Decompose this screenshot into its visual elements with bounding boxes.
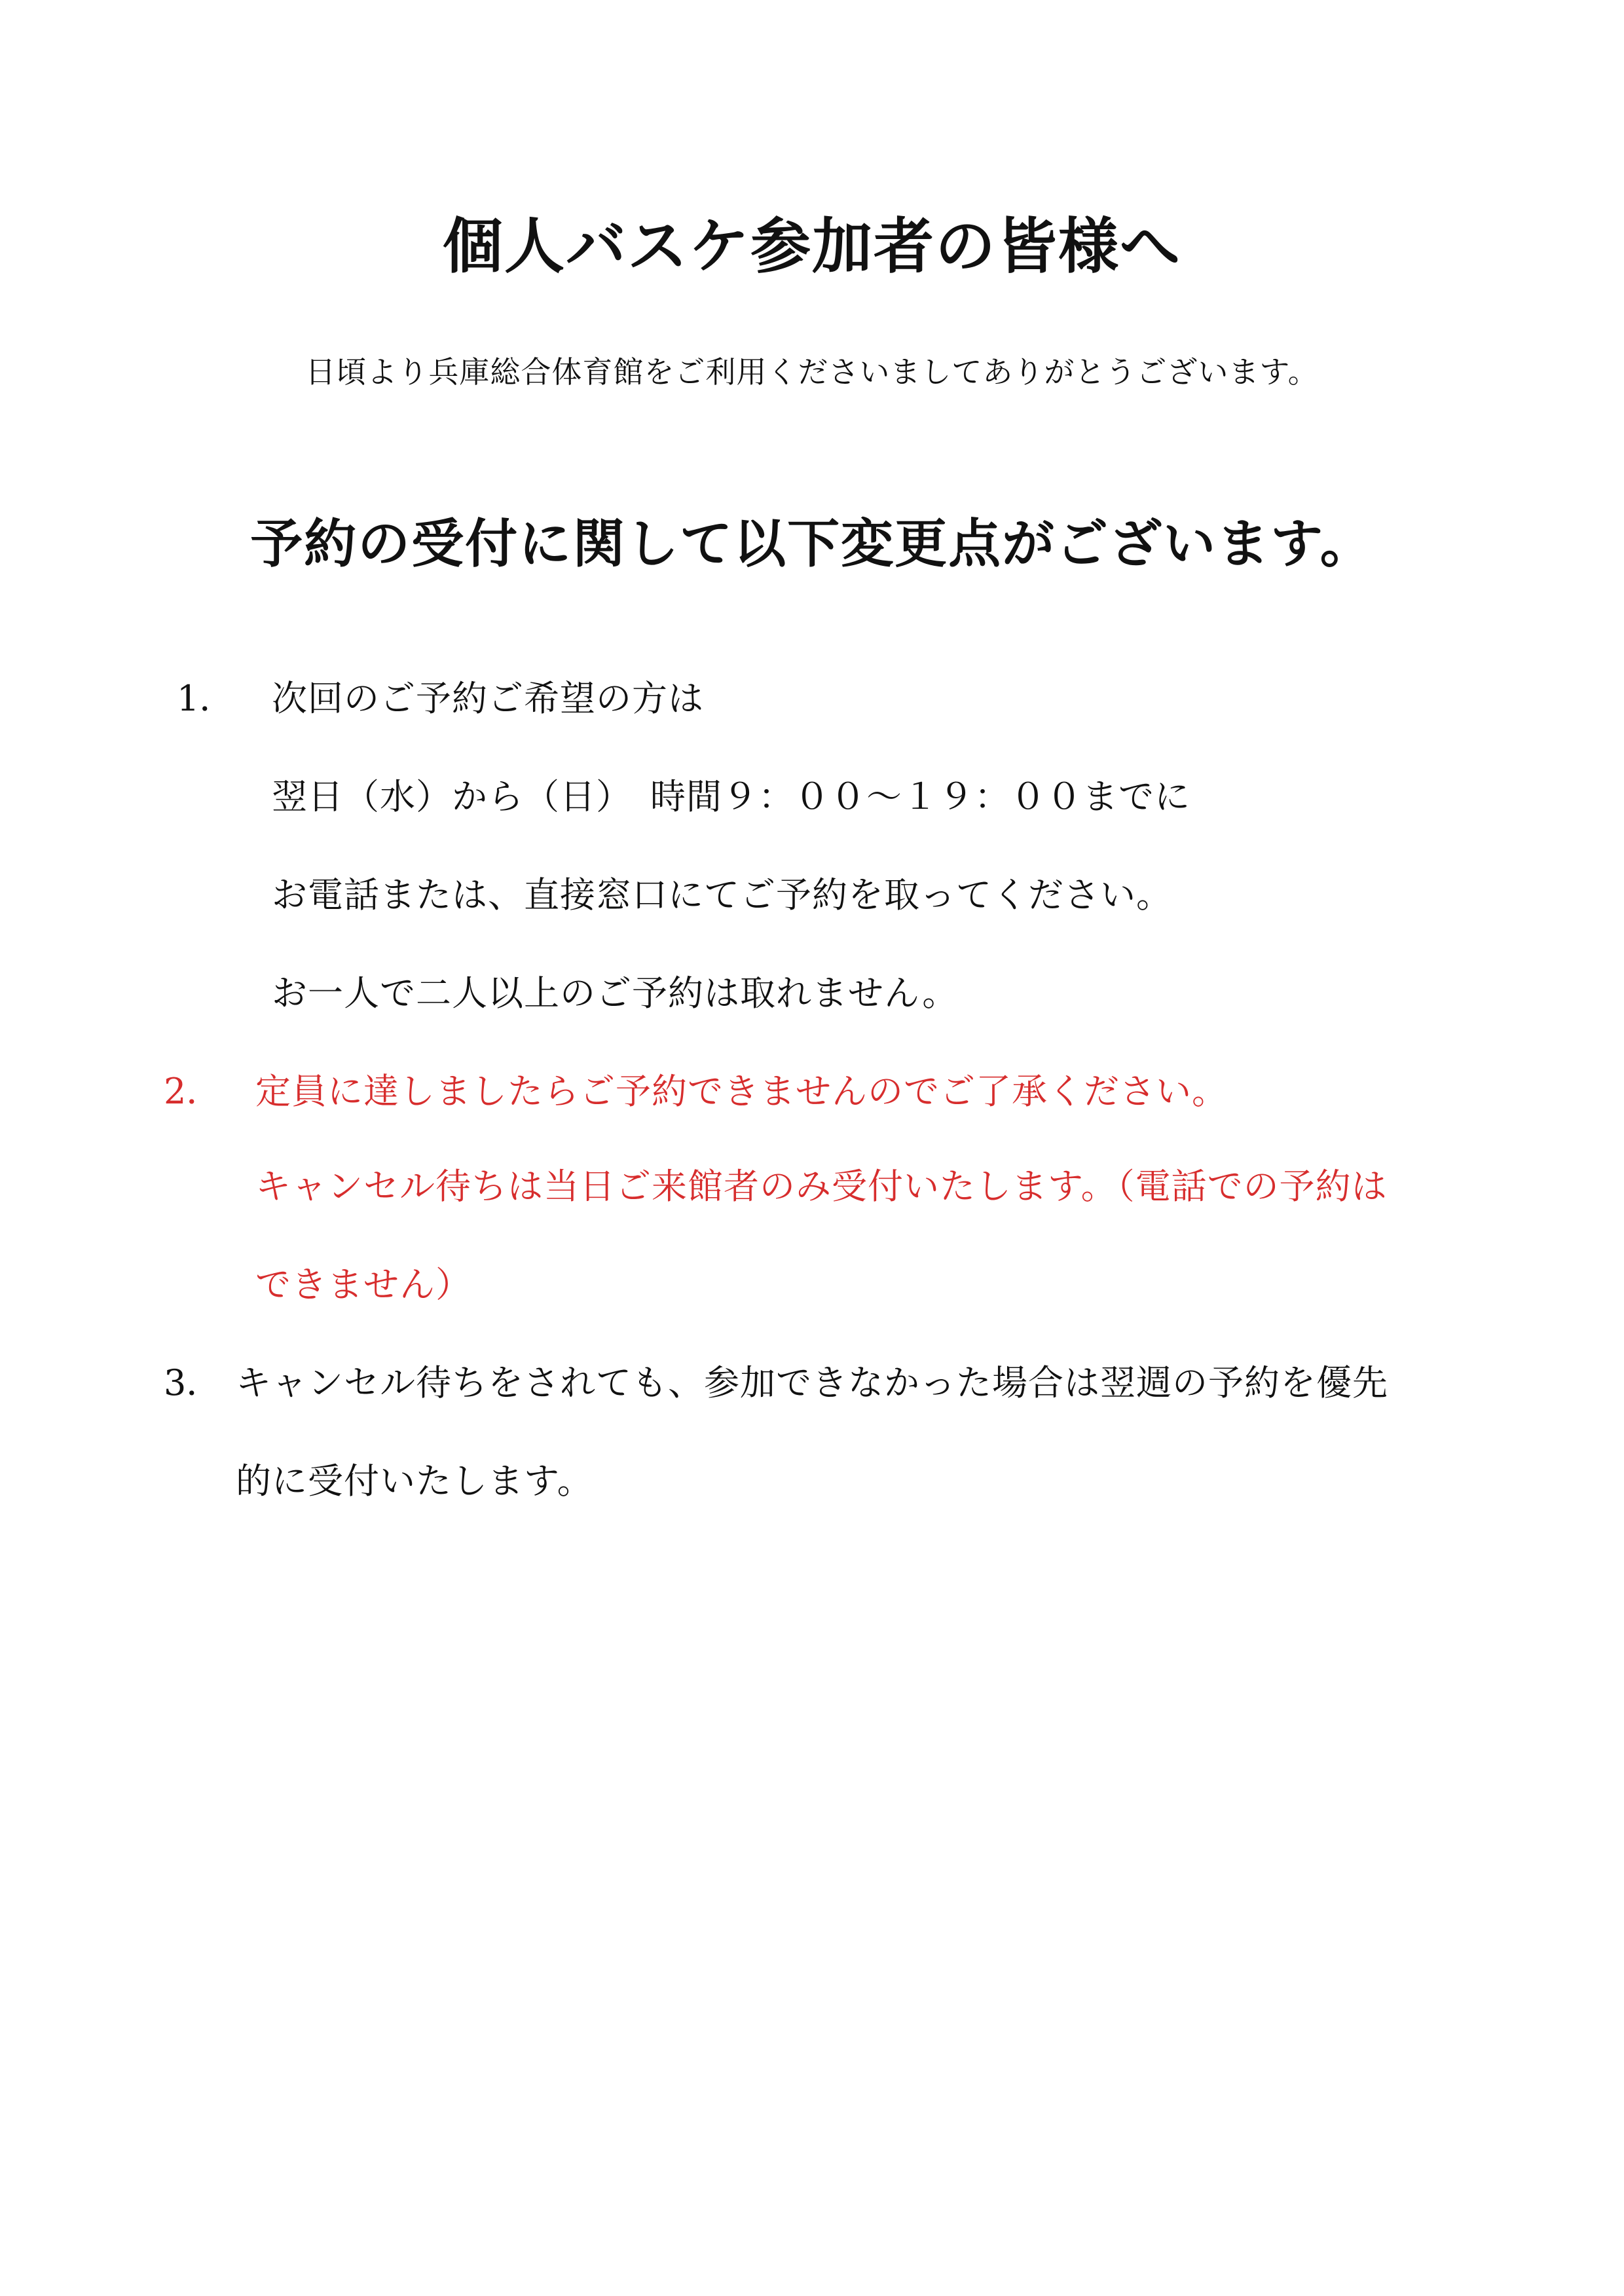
item-3-line-1: キャンセル待ちをされても、参加できなかった場合は翌週の予約を優先 — [236, 1362, 1388, 1403]
page-title: 個人バスケ参加者の皆様へ — [442, 211, 1181, 282]
item-1-line-4: お一人で二人以上のご予約は取れません。 — [272, 972, 959, 1014]
item-1-line-2: 翌日（水）から（日） 時間９：００～１９：００までに — [272, 776, 1190, 817]
item-2-number: 2． — [164, 1071, 222, 1112]
item-3-number: 3． — [164, 1362, 222, 1403]
greeting-text: 日頃より兵庫総合体育館をご利用くださいましてありがとうございます。 — [305, 354, 1319, 390]
item-2-line-3: できません） — [255, 1264, 471, 1305]
item-2-line-1: 定員に達しましたらご予約できませんのでご了承ください。 — [255, 1071, 1228, 1112]
item-1-line-1: 次回のご予約ご希望の方は — [272, 678, 704, 719]
item-2-line-2: キャンセル待ちは当日ご来館者のみ受付いたします。（電話での予約は — [255, 1166, 1388, 1207]
subheading: 予約の受付に関して以下変更点がございます。 — [250, 513, 1374, 574]
item-3-line-2: 的に受付いたします。 — [236, 1460, 593, 1502]
item-1-number: 1． — [177, 678, 235, 719]
item-1-line-3: お電話または、直接窓口にてご予約を取ってください。 — [272, 874, 1172, 916]
